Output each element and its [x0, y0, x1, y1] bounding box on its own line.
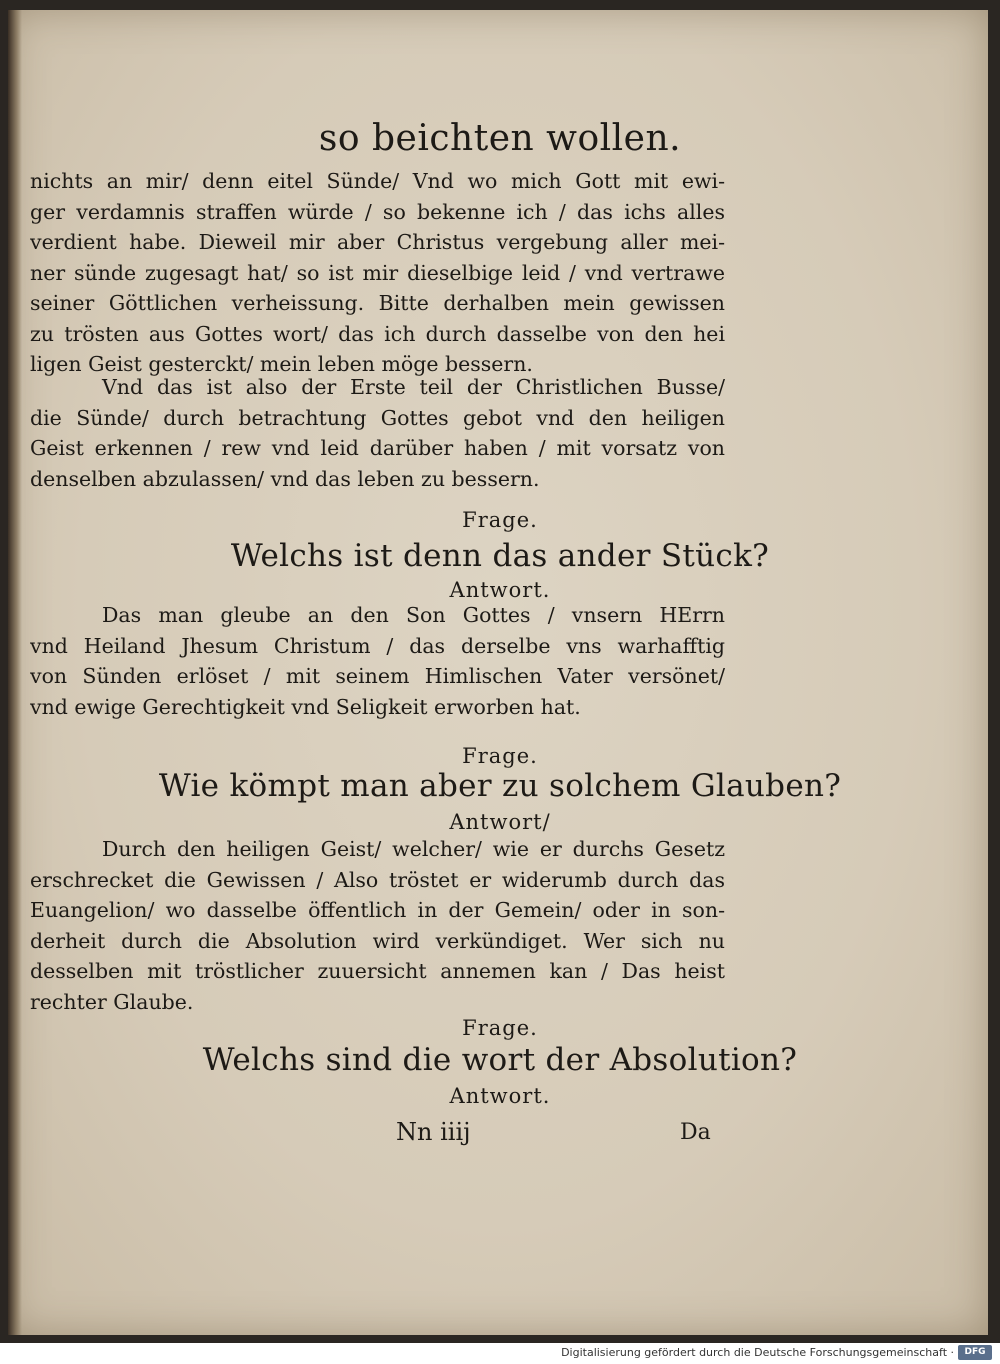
text-line: ner sünde zugesagt hat/ so ist mir dieselbige leid / vnd vertrawe	[30, 260, 725, 285]
page-spine-shadow	[8, 10, 22, 1335]
text-line: die Sünde/ durch betrachtung Gottes gebot vnd den heiligen	[30, 405, 725, 430]
frage-label-2: Frage.	[462, 744, 538, 768]
text-line: Geist erkennen / rew vnd leid darüber haben / mit vorsatz von	[30, 436, 725, 460]
answer-2	[30, 834, 725, 1017]
antwort-label-2: Antwort/	[449, 810, 551, 834]
text-line: vnd Heiland Jhesum Christum / das derselbe vns warhafftig	[30, 633, 725, 658]
text-line: Euangelion/ wo dasselbe öffentlich in der Gemein/ oder in son-	[30, 898, 725, 922]
answer-1	[30, 600, 725, 722]
text-line: desselben mit tröstlicher zuuersicht annemen kan / Das heist	[30, 959, 725, 983]
text-line: erschrecket die Gewissen / Also tröstet er widerumb durch das	[30, 867, 725, 892]
text-line: Vnd das ist also der Erste teil der Christlichen Busse/	[102, 375, 725, 399]
running-head: so beichten wollen.	[318, 118, 682, 159]
text-line: denselben abzulassen/ vnd das leben zu bessern.	[30, 466, 540, 491]
footer-credit: Digitalisierung gefördert durch die Deutsche Forschungsgemeinschaft ·	[561, 1346, 954, 1359]
text-line: Durch den heiligen Geist/ welcher/ wie er durchs Gesetz	[102, 837, 725, 861]
text-line: rechter Glaube.	[30, 989, 194, 1014]
text-line: nichts an mir/ denn eitel Sünde/ Vnd wo mich Gott mit ewi-	[30, 169, 725, 193]
text-line: von Sünden erlöset / mit seinem Himlischen Vater versönet/	[30, 664, 725, 688]
dfg-logo-icon: DFG	[958, 1345, 992, 1360]
footer-bar	[0, 1343, 1000, 1364]
text-line: seiner Göttlichen verheissung. Bitte derhalben mein gewissen	[30, 291, 725, 315]
paragraph-2	[30, 372, 725, 494]
text-line: zu trösten aus Gottes wort/ das ich durch dasselbe von den hei	[30, 321, 725, 346]
frage-label-3: Frage.	[462, 1016, 538, 1040]
catchword: Da	[680, 1120, 711, 1145]
text-line: verdient habe. Dieweil mir aber Christus vergebung aller mei-	[30, 230, 725, 254]
antwort-label-1: Antwort.	[449, 578, 551, 602]
antwort-label-3: Antwort.	[449, 1084, 551, 1108]
signature-mark: Nn iiij	[396, 1118, 471, 1146]
question-3: Welchs sind die wort der Absolution?	[202, 1042, 798, 1078]
question-1: Welchs ist denn das ander Stück?	[230, 538, 770, 574]
frage-label-1: Frage.	[462, 508, 538, 532]
text-line: ger verdamnis straffen würde / so bekenne ich / das ichs alles	[30, 199, 725, 224]
paragraph-1	[30, 166, 725, 380]
text-line: Das man gleube an den Son Gottes / vnsern HErrn	[102, 603, 725, 627]
text-line: ligen Geist gesterckt/ mein leben möge bessern.	[30, 352, 533, 376]
text-line: derheit durch die Absolution wird verkündiget. Wer sich nu	[30, 928, 725, 953]
text-line: vnd ewige Gerechtigkeit vnd Seligkeit erworben hat.	[30, 694, 581, 719]
question-2: Wie kömpt man aber zu solchem Glauben?	[158, 768, 842, 804]
